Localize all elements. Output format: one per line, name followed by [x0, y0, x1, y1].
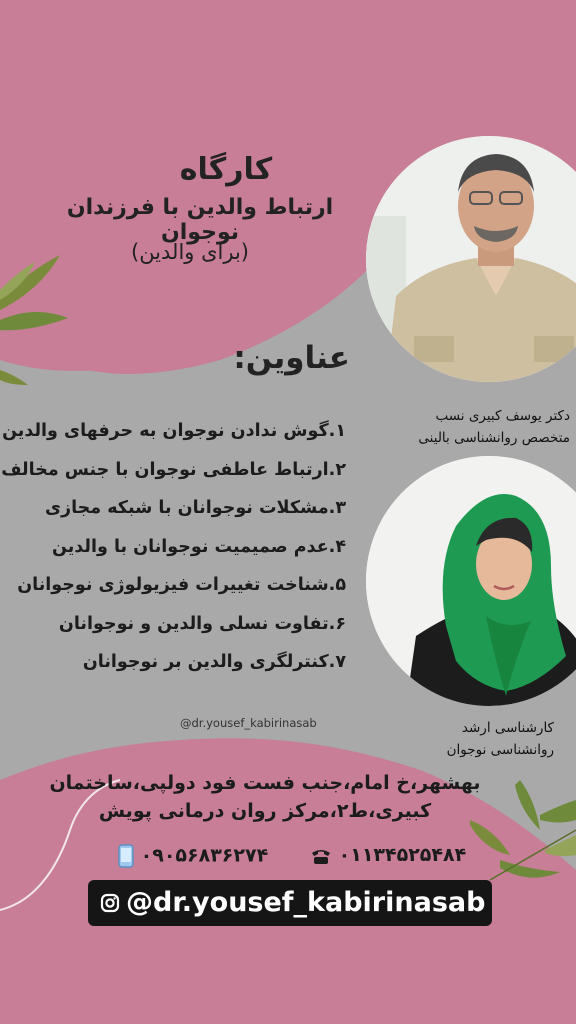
speaker1-name: دکتر یوسف کبیری نسب [435, 408, 570, 424]
instagram-icon [100, 893, 120, 913]
topics-heading: عناوین: [233, 340, 350, 376]
instagram-banner[interactable] [88, 880, 492, 926]
landline-number: ۰۱۱۳۴۵۲۵۴۸۴ [338, 844, 467, 866]
topic-item: ۴.عدم صمیمیت نوجوانان با والدین [51, 536, 346, 557]
speaker1-caption [418, 405, 570, 449]
telephone-icon [310, 847, 332, 865]
speaker2-caption [447, 717, 554, 761]
topics-list [1, 412, 346, 682]
topic-item: ۷.کنترلگری والدین بر نوجوانان [82, 652, 346, 672]
topic-item: ۶.تفاوت نسلی والدین و نوجوانان [58, 613, 346, 634]
landline-number-group [310, 844, 466, 866]
mobile-number: ۰۹۰۵۶۸۳۶۲۷۴ [140, 844, 269, 867]
workshop-subtitle: ارتباط والدین با فرزندان نوجوان [66, 195, 334, 245]
small-instagram-handle: @dr.yousef_kabirinasab [180, 716, 317, 730]
speaker1-title: متخصص روانشناسی بالینی [418, 430, 570, 446]
instagram-handle: @dr.yousef_kabirinasab [126, 887, 486, 918]
mobile-phone-icon [118, 844, 134, 868]
speaker2-degree: کارشناسی ارشد [461, 720, 554, 736]
audience-label: (برای والدین) [131, 240, 249, 264]
topic-item: ۵.شناخت تغییرات فیزیولوژی نوجوانان [17, 575, 346, 595]
workshop-title: کارگاه [179, 152, 273, 187]
topic-item: ۱.گوش ندادن نوجوان به حرفهای والدین [2, 421, 346, 441]
address-line-1: بهشهر،خ امام،جنب فست فود دولپی،ساختمان [49, 772, 481, 794]
speaker2-title: روانشناسی نوجوان [446, 742, 554, 758]
topic-item: ۲.ارتباط عاطفی نوجوان با جنس مخالف [1, 459, 346, 480]
topic-item: ۳.مشکلات نوجوانان با شبکه مجازی [44, 498, 346, 518]
mobile-number-group [118, 844, 268, 868]
address-line-2: کبیری،ط۲،مرکز روان درمانی پویش [98, 800, 432, 822]
